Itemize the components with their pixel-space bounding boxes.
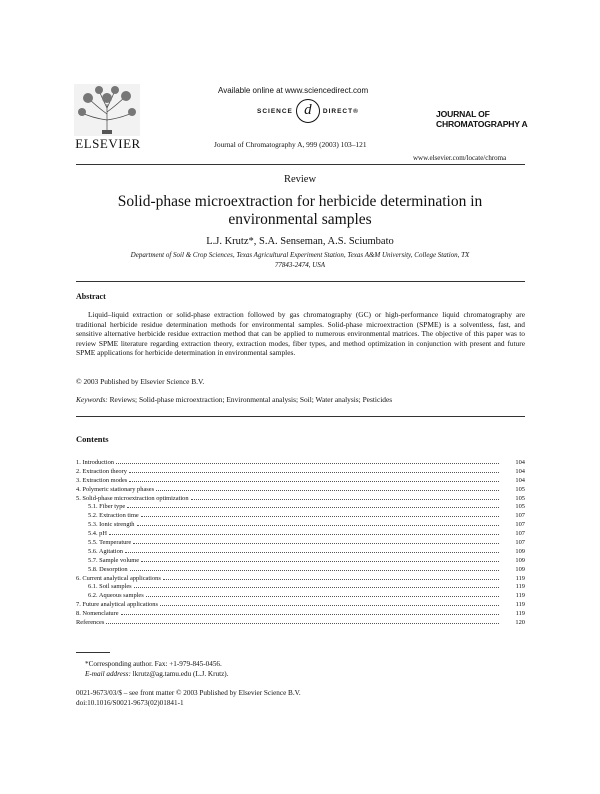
toc-entry-label: 6.1. Soil samples xyxy=(88,583,132,591)
toc-entry[interactable] xyxy=(76,601,525,610)
toc-entry[interactable] xyxy=(76,459,525,468)
toc-entry-label: 5.5. Temperature xyxy=(88,539,132,547)
toc-entry[interactable] xyxy=(76,486,525,495)
toc-leader-dots xyxy=(137,525,499,526)
contents-top-divider xyxy=(76,416,525,417)
toc-leader-dots xyxy=(163,579,499,580)
doi-line[interactable]: doi:10.1016/S0021-9673(02)01841-1 xyxy=(76,699,184,707)
toc-entry[interactable] xyxy=(76,548,525,557)
article-authors: L.J. Krutz*, S.A. Senseman, A.S. Sciumbato xyxy=(206,236,394,247)
toc-entry-label: 1. Introduction xyxy=(76,459,114,466)
toc-entry-page: 119 xyxy=(515,592,525,600)
toc-entry[interactable] xyxy=(76,539,525,548)
journal-citation: Journal of Chromatography A, 999 (2003) 103–121 xyxy=(214,140,367,149)
toc-entry-page: 107 xyxy=(515,530,525,538)
abstract-top-divider xyxy=(76,281,525,282)
toc-leader-dots xyxy=(146,596,499,597)
abstract-copyright: © 2003 Published by Elsevier Science B.V. xyxy=(76,377,205,386)
toc-entry-label: 5. Solid-phase microextraction optimization xyxy=(76,494,189,502)
article-title: Solid-phase microextraction for herbicide determination in environmental samples xyxy=(117,193,483,228)
toc-entry[interactable] xyxy=(76,521,525,530)
toc-entry-label: 8. Nomenclature xyxy=(76,610,119,618)
toc-entry-label: 5.8. Desorption xyxy=(88,565,128,573)
toc-leader-dots xyxy=(129,481,499,482)
toc-leader-dots xyxy=(191,499,499,500)
header-divider xyxy=(76,164,525,165)
journal-logo-line1: JOURNAL OF xyxy=(436,109,490,119)
toc-entry-label: 6. Current analytical applications xyxy=(76,574,161,582)
toc-entry[interactable] xyxy=(76,592,525,601)
toc-entry[interactable] xyxy=(76,566,525,575)
toc-entry-label: 5.1. Fiber type xyxy=(88,503,126,511)
toc-entry-label: 6.2. Aqueous samples xyxy=(88,592,144,600)
toc-entry-page: 105 xyxy=(515,503,525,511)
toc-leader-dots xyxy=(156,490,499,491)
toc-entry-label: 5.7. Sample volume xyxy=(88,556,140,564)
available-online-text: Available online at www.sciencedirect.com xyxy=(218,86,369,95)
publisher-name: ELSEVIER xyxy=(75,136,141,151)
toc-entry-page: 104 xyxy=(515,459,525,466)
toc-leader-dots xyxy=(106,623,499,624)
journal-logo-line2: CHROMATOGRAPHY A xyxy=(436,118,528,129)
toc-entry-page: 104 xyxy=(515,476,525,484)
issn-line: 0021-9673/03/$ – see front matter © 2003 Published by Elsevier Science B.V. xyxy=(76,689,301,697)
toc-entry-page: 104 xyxy=(515,467,525,475)
toc-leader-dots xyxy=(116,463,499,464)
abstract-body: Liquid–liquid extraction or solid-phase extraction followed by gas chromatography (GC) or high-performance liquid chromatography are traditional herbicide residue determination methods for environmental samples. Solid-phase microextraction (SPME) is a solventless, fast, and sensitive alternative herbicide residue extraction method that can be applied to numerous environmental matrices. The objective of this paper was to review SPME literature regarding extraction theory, extraction modes, fiber types, and method optimization in conjunction with present and future SPME applications for herbicide determination in environmental samples. xyxy=(76,310,525,358)
footnote-divider xyxy=(76,652,110,653)
email-address[interactable]: lkrutz@ag.tamu.edu (L.J. Krutz). xyxy=(132,670,229,678)
toc-entry-page: 109 xyxy=(515,547,525,555)
toc-entry[interactable] xyxy=(76,495,525,504)
toc-entry-label: 4. Polymeric stationary phases xyxy=(76,485,155,493)
keywords-label: Keywords: xyxy=(76,395,108,404)
toc-leader-dots xyxy=(109,534,499,535)
toc-entry-page: 105 xyxy=(515,485,525,493)
toc-entry-page: 107 xyxy=(515,539,525,547)
toc-leader-dots xyxy=(134,587,499,588)
toc-entry-label: 5.3. Ionic strength xyxy=(88,521,135,529)
toc-entry-page: 105 xyxy=(515,494,525,502)
toc-leader-dots xyxy=(121,614,499,615)
toc-leader-dots xyxy=(141,516,499,517)
toc-leader-dots xyxy=(133,543,499,544)
keywords xyxy=(76,395,525,404)
toc-entry-page: 107 xyxy=(515,521,525,529)
email-label: E-mail address: xyxy=(85,670,131,678)
keywords-list: Reviews; Solid-phase microextraction; Environmental analysis; Soil; Water analysis; Pesticides xyxy=(109,395,393,404)
toc-entry-label: 7. Future analytical applications xyxy=(76,601,158,609)
toc-entry-label: 3. Extraction modes xyxy=(76,476,128,484)
toc-entry[interactable] xyxy=(76,503,525,512)
toc-leader-dots xyxy=(125,552,499,553)
toc-entry-page: 107 xyxy=(515,512,525,520)
toc-entry-label: References xyxy=(76,619,105,627)
toc-leader-dots xyxy=(129,472,499,473)
toc-entry-page: 109 xyxy=(515,556,525,564)
contents-heading: Contents xyxy=(76,434,109,444)
toc-entry[interactable] xyxy=(76,583,525,592)
toc-entry-label: 5.2. Extraction time xyxy=(88,512,139,520)
toc-entry[interactable] xyxy=(76,575,525,584)
toc-entry-label: 5.6. Agitation xyxy=(88,547,123,555)
toc-leader-dots xyxy=(130,570,499,571)
toc-entry[interactable] xyxy=(76,619,525,628)
footnote-corresponding-author: *Corresponding author. Fax: +1-979-845-0456. xyxy=(85,660,222,668)
toc-entry[interactable] xyxy=(76,477,525,486)
toc-leader-dots xyxy=(160,605,499,606)
footnote-email xyxy=(85,670,229,678)
journal-logo xyxy=(436,110,536,129)
toc-leader-dots xyxy=(127,507,499,508)
toc-entry-page: 120 xyxy=(515,619,525,627)
toc-entry-page: 109 xyxy=(515,565,525,573)
sd-at-symbol: d xyxy=(296,99,320,123)
author-affiliation: Department of Soil & Crop Sciences, Texas Agricultural Experiment Station, Texas A&M University, College Station, TX 77843-2474, USA xyxy=(130,251,470,269)
toc-entry-label: 2. Extraction theory xyxy=(76,467,127,475)
toc-entry-label: 5.4. pH xyxy=(88,530,107,538)
table-of-contents xyxy=(76,459,525,628)
toc-entry-page: 119 xyxy=(515,610,525,618)
sciencedirect-logo xyxy=(257,98,387,124)
toc-entry-page: 119 xyxy=(515,574,525,582)
toc-entry-page: 119 xyxy=(515,601,525,609)
journal-url: www.elsevier.com/locate/chroma xyxy=(413,154,507,162)
abstract-heading: Abstract xyxy=(76,292,106,301)
toc-leader-dots xyxy=(141,561,499,562)
toc-entry[interactable] xyxy=(76,557,525,566)
toc-entry-page: 119 xyxy=(515,583,525,591)
toc-entry[interactable] xyxy=(76,468,525,477)
sd-right-text: DIRECT® xyxy=(322,107,359,115)
toc-entry[interactable] xyxy=(76,512,525,521)
toc-entry[interactable] xyxy=(76,610,525,619)
toc-entry[interactable] xyxy=(76,530,525,539)
article-type: Review xyxy=(283,174,317,185)
sd-left-text: SCIENCE xyxy=(257,107,293,115)
